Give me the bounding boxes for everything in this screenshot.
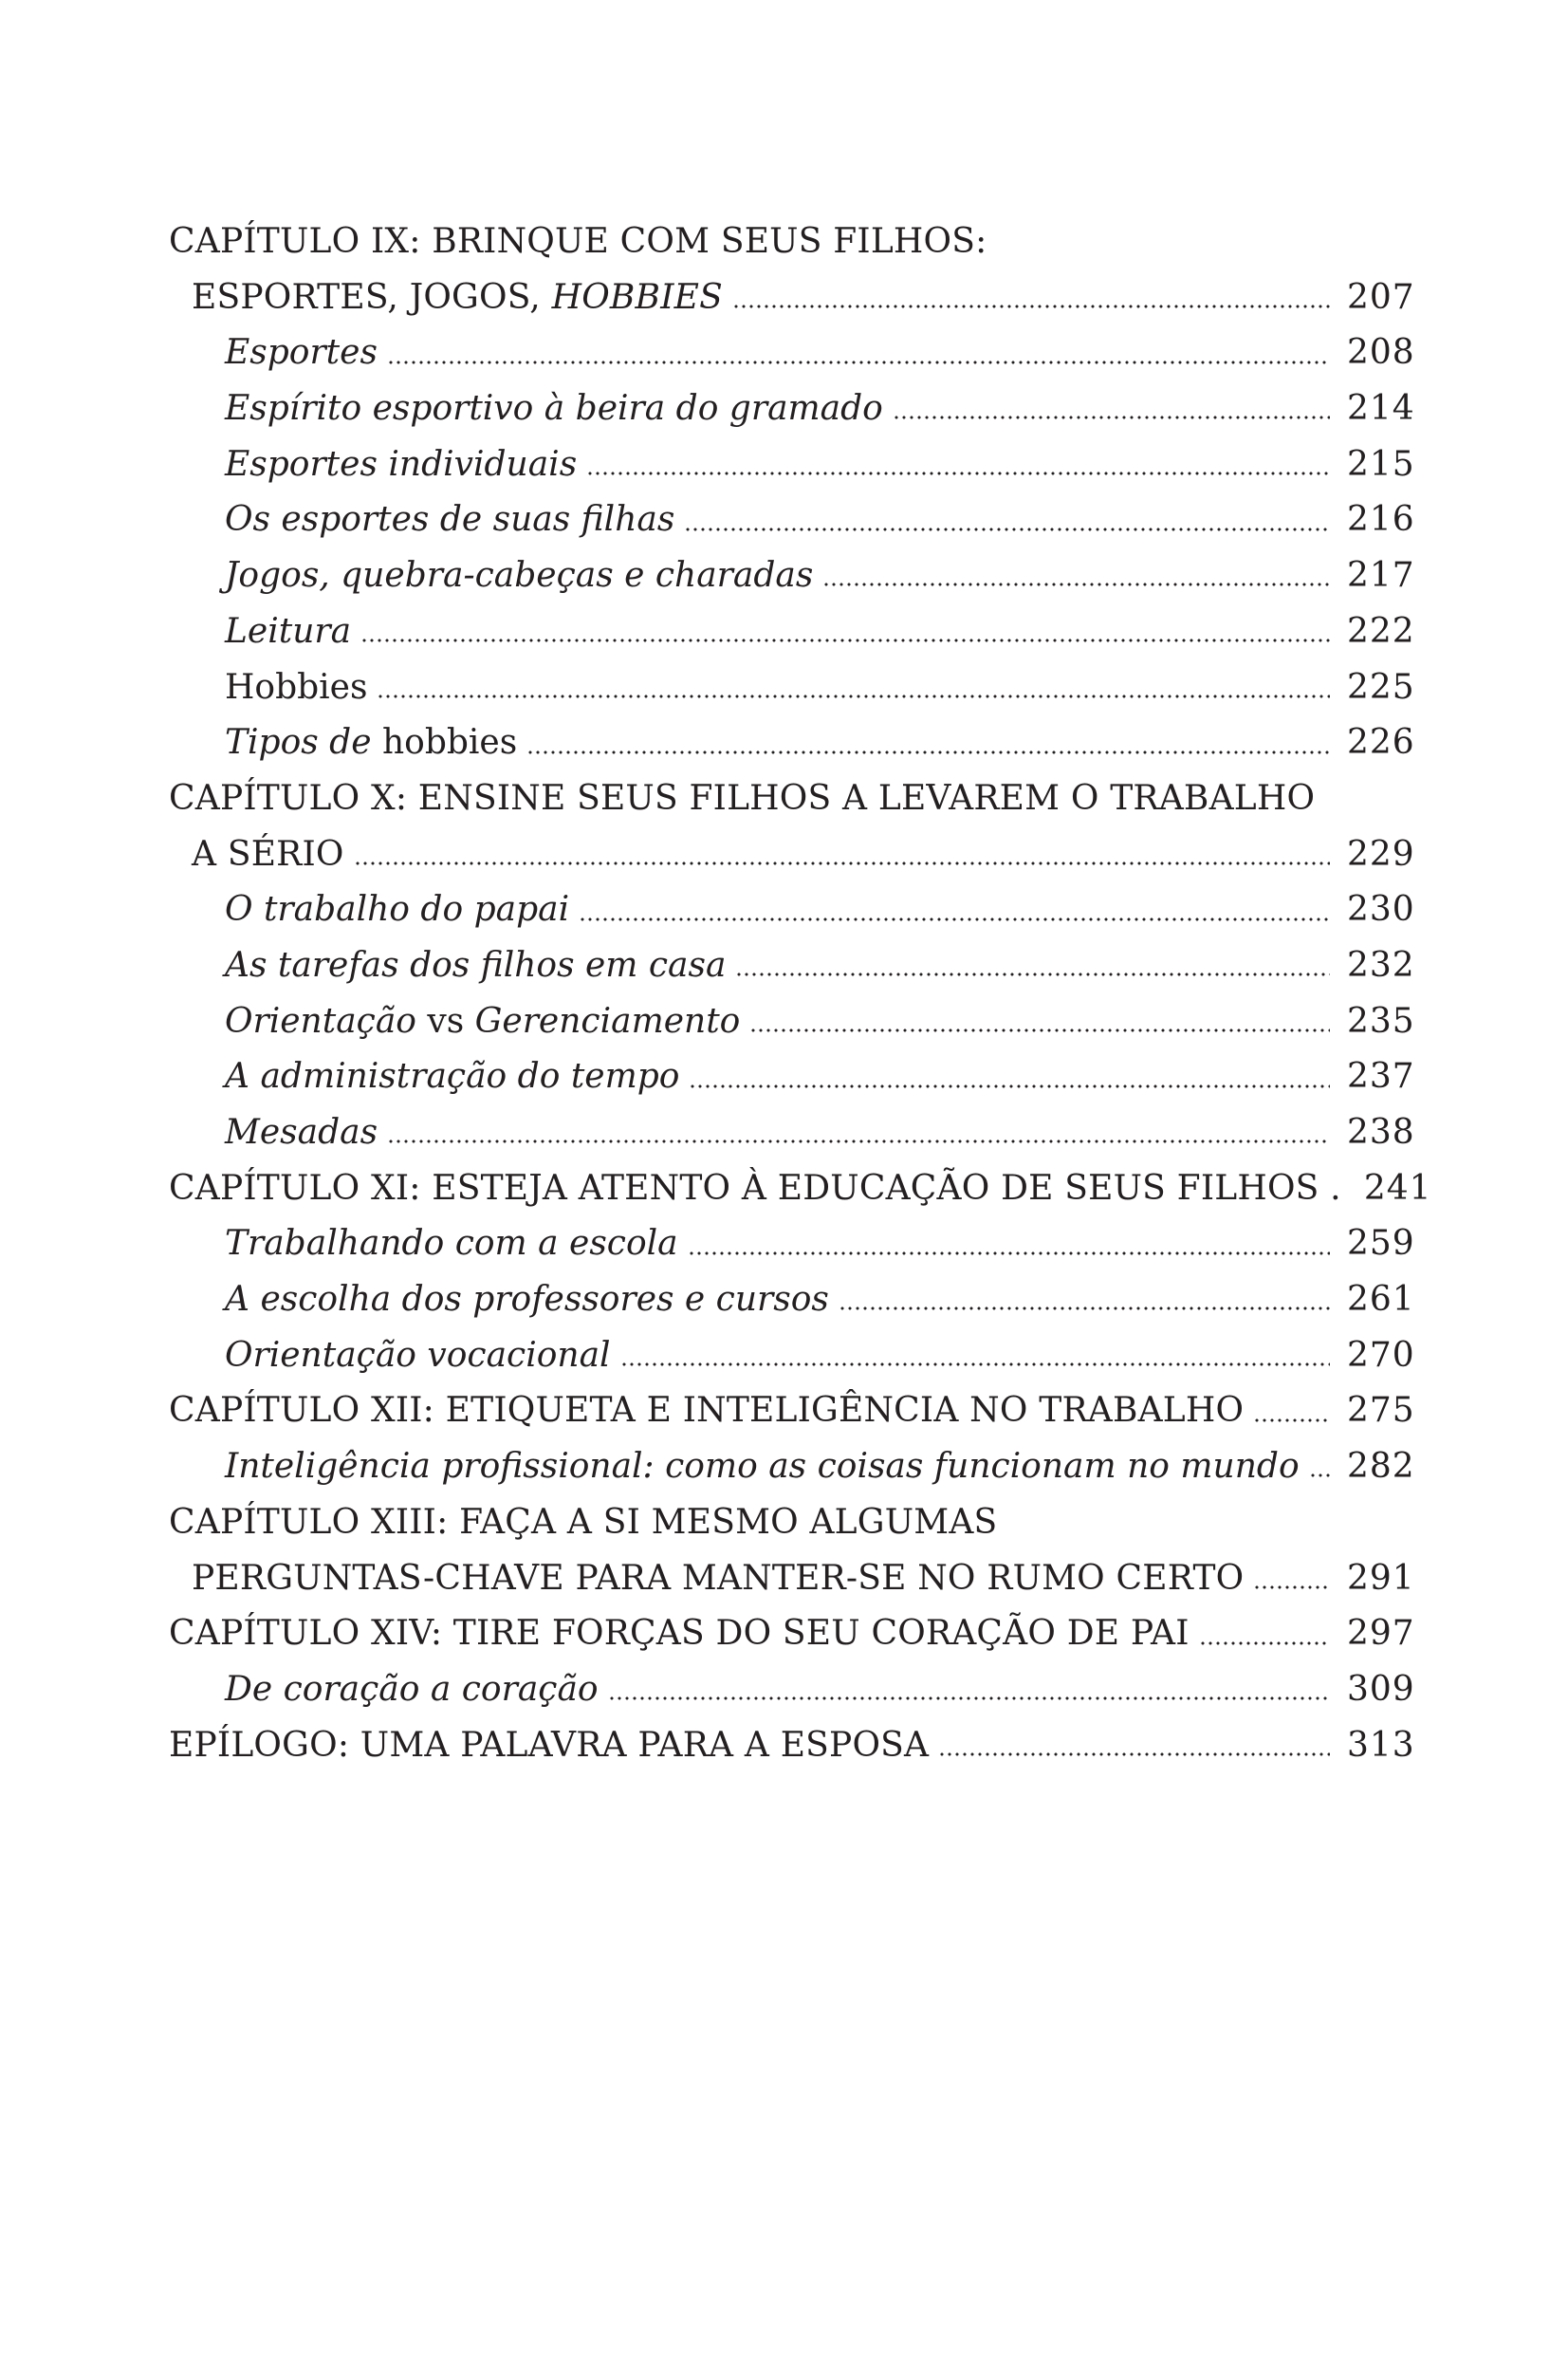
dot-leader <box>688 1249 1330 1258</box>
dot-leader <box>387 1137 1330 1146</box>
dot-leader <box>735 970 1330 979</box>
dot-leader <box>938 1750 1330 1759</box>
toc-entry-title: De coração a coração <box>225 1669 599 1709</box>
toc-chapter-entry <box>169 1551 1415 1607</box>
toc-entry-title: Orientação vocacional <box>225 1335 611 1375</box>
toc-chapter-entry <box>169 1161 1432 1217</box>
toc-page-number: 282 <box>1347 1447 1415 1487</box>
toc-page-number: 222 <box>1347 611 1415 651</box>
toc-section-entry <box>169 1439 1415 1495</box>
toc-section-entry <box>169 492 1415 548</box>
toc-section-entry <box>169 882 1415 938</box>
toc-entry-title: EPÍLOGO: UMA PALAVRA PARA A ESPOSA <box>169 1725 930 1765</box>
toc-section-entry <box>169 437 1415 493</box>
toc-entry-title: CAPÍTULO IX: BRINQUE COM SEUS FILHOS: <box>169 222 987 261</box>
toc-entry-title: Trabalhando com a escola <box>225 1224 678 1264</box>
toc-page-number: 291 <box>1347 1558 1415 1598</box>
dot-leader <box>1253 1583 1330 1592</box>
dot-leader <box>689 1082 1330 1091</box>
toc-section-entry <box>169 1216 1415 1272</box>
toc-page-number: 259 <box>1347 1224 1415 1264</box>
toc-section-entry <box>169 660 1415 716</box>
toc-page-number: 230 <box>1347 890 1415 930</box>
toc-page-number: 235 <box>1347 1001 1415 1041</box>
dot-leader <box>586 469 1330 478</box>
dot-leader <box>732 302 1330 311</box>
toc-chapter-entry <box>169 1383 1415 1439</box>
toc-section-entry <box>169 381 1415 437</box>
dot-leader <box>377 692 1330 701</box>
toc-page-number: 214 <box>1347 389 1415 429</box>
dot-leader <box>526 748 1330 757</box>
toc-section-entry <box>169 938 1415 994</box>
toc-section-entry <box>169 994 1415 1050</box>
toc-entry-title: Esportes individuais <box>225 444 578 484</box>
toc-entry-title: Orientação vs Gerenciamento <box>225 1001 741 1041</box>
toc-section-entry <box>169 604 1415 660</box>
toc-chapter-entry <box>169 270 1415 326</box>
toc-entry-title: ESPORTES, JOGOS, HOBBIES <box>192 277 723 317</box>
toc-entry-title: A SÉRIO <box>192 834 344 874</box>
dot-leader <box>360 636 1330 645</box>
toc-page-number: 208 <box>1347 333 1415 373</box>
dot-leader <box>354 859 1330 868</box>
toc-entry-title: CAPÍTULO XIV: TIRE FORÇAS DO SEU CORAÇÃO DE PAI <box>169 1614 1190 1654</box>
toc-section-entry <box>169 1662 1415 1718</box>
dot-leader <box>1199 1639 1330 1648</box>
toc-page-number: 241 <box>1363 1168 1432 1208</box>
toc-page-number: 238 <box>1347 1113 1415 1152</box>
dot-leader <box>1309 1471 1330 1480</box>
toc-section-entry <box>169 1105 1415 1161</box>
toc-section-entry <box>169 1272 1415 1328</box>
table-of-contents <box>169 214 1432 1773</box>
toc-page-number: 216 <box>1347 500 1415 540</box>
toc-page-number: 313 <box>1347 1725 1415 1765</box>
dot-leader <box>749 1026 1330 1035</box>
toc-entry-title: As tarefas dos filhos em casa <box>225 945 727 985</box>
toc-section-entry <box>169 1049 1415 1105</box>
toc-page-number: 275 <box>1347 1391 1415 1431</box>
dot-leader <box>620 1360 1330 1369</box>
dot-leader <box>579 915 1330 924</box>
toc-entry-title: Espírito esportivo à beira do gramado <box>225 389 883 429</box>
dot-leader <box>684 525 1330 534</box>
toc-entry-title: PERGUNTAS-CHAVE PARA MANTER-SE NO RUMO CERTO <box>192 1558 1245 1598</box>
dot-leader <box>608 1694 1330 1703</box>
toc-page-number: 270 <box>1347 1335 1415 1375</box>
toc-entry-title: Os esportes de suas filhas <box>225 500 675 540</box>
toc-page-number: 217 <box>1347 556 1415 596</box>
toc-section-entry <box>169 548 1415 604</box>
toc-entry-title: A administração do tempo <box>225 1057 680 1097</box>
toc-page-number: 232 <box>1347 945 1415 985</box>
toc-chapter-entry <box>169 1606 1415 1662</box>
toc-page-number: 226 <box>1347 723 1415 763</box>
toc-page-number: 207 <box>1347 277 1415 317</box>
toc-page-number: 215 <box>1347 444 1415 484</box>
toc-entry-title: Leitura <box>225 611 352 651</box>
dot-leader <box>839 1304 1330 1313</box>
toc-entry-title: Mesadas <box>225 1113 378 1152</box>
toc-entry-title: CAPÍTULO XI: ESTEJA ATENTO À EDUCAÇÃO DE SEUS FILHOS . <box>169 1168 1341 1208</box>
toc-entry-title: CAPÍTULO X: ENSINE SEUS FILHOS A LEVAREM O TRABALHO <box>169 778 1316 818</box>
toc-page-number: 229 <box>1347 834 1415 874</box>
toc-page-number: 297 <box>1347 1614 1415 1654</box>
toc-page-number: 309 <box>1347 1669 1415 1709</box>
toc-entry-title: CAPÍTULO XII: ETIQUETA E INTELIGÊNCIA NO TRABALHO <box>169 1391 1245 1431</box>
toc-entry-title: CAPÍTULO XIII: FAÇA A SI MESMO ALGUMAS <box>169 1502 998 1542</box>
toc-chapter-entry <box>169 1718 1415 1774</box>
toc-entry-title: Inteligência profissional: como as coisas funcionam no mundo <box>225 1447 1300 1487</box>
dot-leader <box>1253 1416 1330 1425</box>
toc-entry-title: Jogos, quebra-cabeças e charadas <box>225 556 814 596</box>
dot-leader <box>387 358 1330 367</box>
toc-entry-title: A escolha dos professores e cursos <box>225 1280 829 1320</box>
toc-entry-title: Tipos de hobbies <box>225 723 518 763</box>
dot-leader <box>893 413 1330 422</box>
toc-page-number: 237 <box>1347 1057 1415 1097</box>
toc-chapter-heading <box>169 214 1404 270</box>
toc-chapter-entry <box>169 827 1415 883</box>
toc-chapter-heading <box>169 771 1404 827</box>
dot-leader <box>822 580 1330 589</box>
toc-chapter-heading <box>169 1495 1404 1551</box>
toc-section-entry <box>169 1328 1415 1384</box>
toc-page-number: 261 <box>1347 1280 1415 1320</box>
toc-page-number: 225 <box>1347 667 1415 707</box>
toc-entry-title: Hobbies <box>225 667 368 707</box>
toc-section-entry <box>169 715 1415 771</box>
toc-entry-title: O trabalho do papai <box>225 890 570 930</box>
toc-section-entry <box>169 325 1415 381</box>
toc-entry-title: Esportes <box>225 333 378 373</box>
